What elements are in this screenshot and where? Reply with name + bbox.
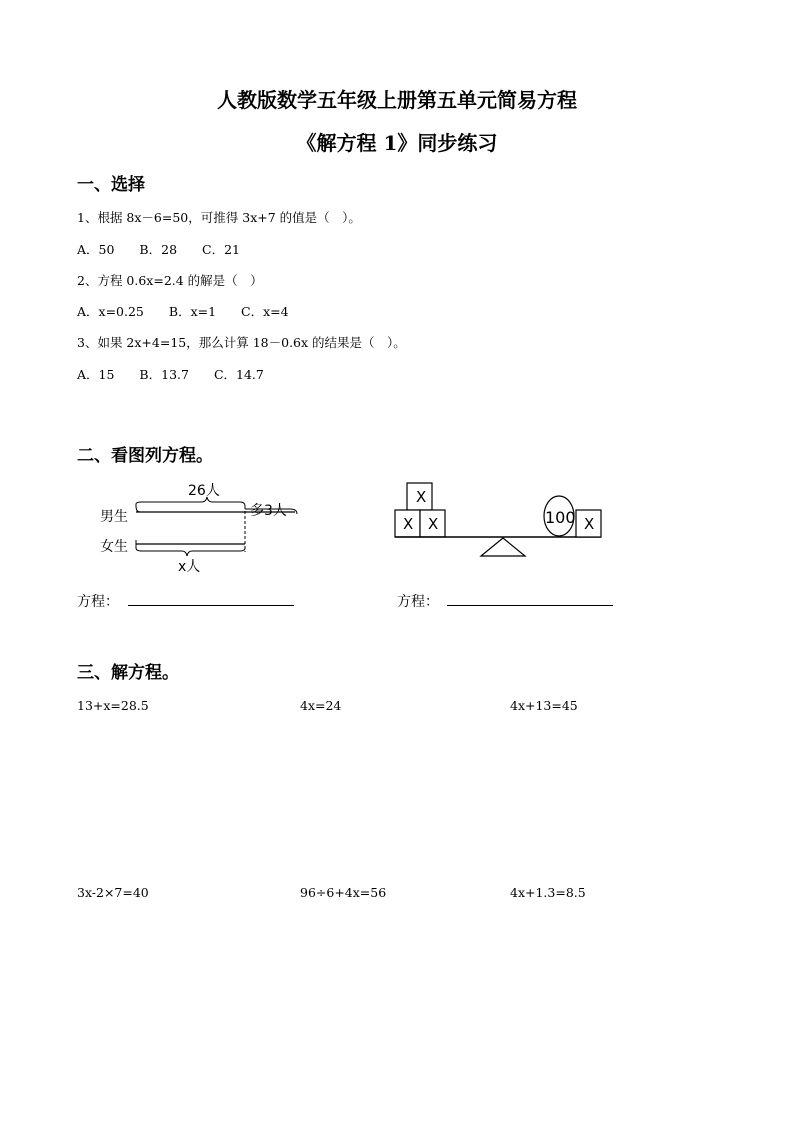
equation-label-right: 方程： xyxy=(397,594,439,610)
equation-3: 4x+13=45 xyxy=(510,698,578,713)
section-heading-solve: 三、解方程。 xyxy=(77,663,179,683)
equation-6: 4x+1.3=8.5 xyxy=(510,885,586,900)
equation-5: 96÷6+4x=56 xyxy=(300,885,387,900)
x-people-label: x人 xyxy=(178,559,201,575)
equation-1: 13+x=28.5 xyxy=(77,698,149,713)
box-x-right: X xyxy=(584,515,595,533)
page-subtitle: 《解方程 1》同步练习 xyxy=(296,131,498,155)
box-x-left-2: X xyxy=(428,515,439,533)
page-title: 人教版数学五年级上册第五单元简易方程 xyxy=(217,88,577,112)
girls-label: 女生 xyxy=(100,539,128,555)
section-heading-choice: 一、选择 xyxy=(77,175,145,195)
question-3-stem: 3、如果 2x+4=15，那么计算 18－0.6x 的结果是（ ）。 xyxy=(77,335,406,350)
question-2-stem: 2、方程 0.6x=2.4 的解是（ ） xyxy=(77,273,263,288)
answer-blank-right[interactable] xyxy=(447,605,613,606)
boys-label: 男生 xyxy=(100,509,128,525)
question-1-stem: 1、根据 8x－6=50，可推得 3x+7 的值是（ ）。 xyxy=(77,210,361,225)
question-1-options: A．50 B．28 C．21 xyxy=(77,242,240,257)
equation-2: 4x=24 xyxy=(300,698,342,713)
question-2-options: A．x=0.25 B．x=1 C．x=4 xyxy=(77,304,289,319)
equation-label-left: 方程： xyxy=(77,594,119,610)
total-people-label: 26人 xyxy=(188,483,220,499)
more-people-label: 多3人 xyxy=(250,503,287,519)
box-x-top: X xyxy=(416,488,427,506)
box-x-left-1: X xyxy=(403,515,414,533)
weight-100: 100 xyxy=(545,508,576,527)
equation-4: 3x-2×7=40 xyxy=(77,885,149,900)
answer-blank-left[interactable] xyxy=(128,605,294,606)
section-heading-diagram: 二、看图列方程。 xyxy=(77,446,213,466)
question-3-options: A．15 B．13.7 C．14.7 xyxy=(77,367,264,382)
